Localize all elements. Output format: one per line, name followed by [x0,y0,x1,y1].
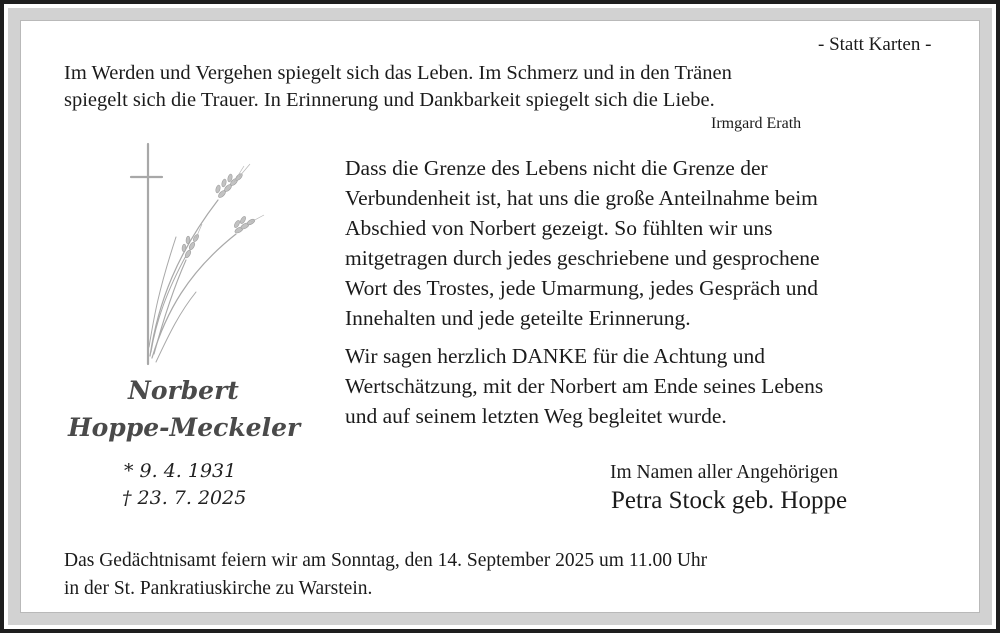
memorial-service-line-1: Das Gedächtnisamt feiern wir am Sonntag, den 14. September 2025 um 11.00 Uhr [64,550,708,571]
thanks-line: Verbundenheit ist, hat uns die große Anteilnahme beim [345,186,818,210]
motto-author: Irmgard Erath [711,115,802,132]
birth-date: * 9. 4. 1931 [124,460,237,482]
thanks-line: Dass die Grenze des Lebens nicht die Grenze der [345,156,768,180]
signature-intro: Im Namen aller Angehörigen [610,462,838,483]
signature-name: Petra Stock geb. Hoppe [611,487,848,514]
deceased-first-name: Norbert [128,376,239,405]
death-date: † 23. 7. 2025 [122,487,247,509]
danke-line: und auf seinem letzten Weg begleitet wurde. [345,404,727,428]
danke-line: Wir sagen herzlich DANKE für die Achtung und [345,344,766,368]
thanks-line: Innehalten und jede geteilte Erinnerung. [345,306,691,330]
motto-line-2: spiegelt sich die Trauer. In Erinnerung und Dankbarkeit spiegelt sich die Liebe. [64,89,715,111]
deceased-last-name: Hoppe-Meckeler [68,413,301,442]
thanks-line: Wort des Trostes, jede Umarmung, jedes Gespräch und [345,276,818,300]
danke-line: Wertschätzung, mit der Norbert am Ende seines Lebens [345,374,824,398]
statt-karten-note: - Statt Karten - [818,34,932,55]
cross-with-wheat-ears-icon [118,142,268,374]
memorial-service-line-2: in der St. Pankratiuskirche zu Warstein. [64,578,373,599]
thanks-line: Abschied von Norbert gezeigt. So fühlten wir uns [345,216,773,240]
thanks-line: mitgetragen durch jedes geschriebene und gesprochene [345,246,820,270]
motto-line-1: Im Werden und Vergehen spiegelt sich das Leben. Im Schmerz und in den Tränen [64,62,732,84]
